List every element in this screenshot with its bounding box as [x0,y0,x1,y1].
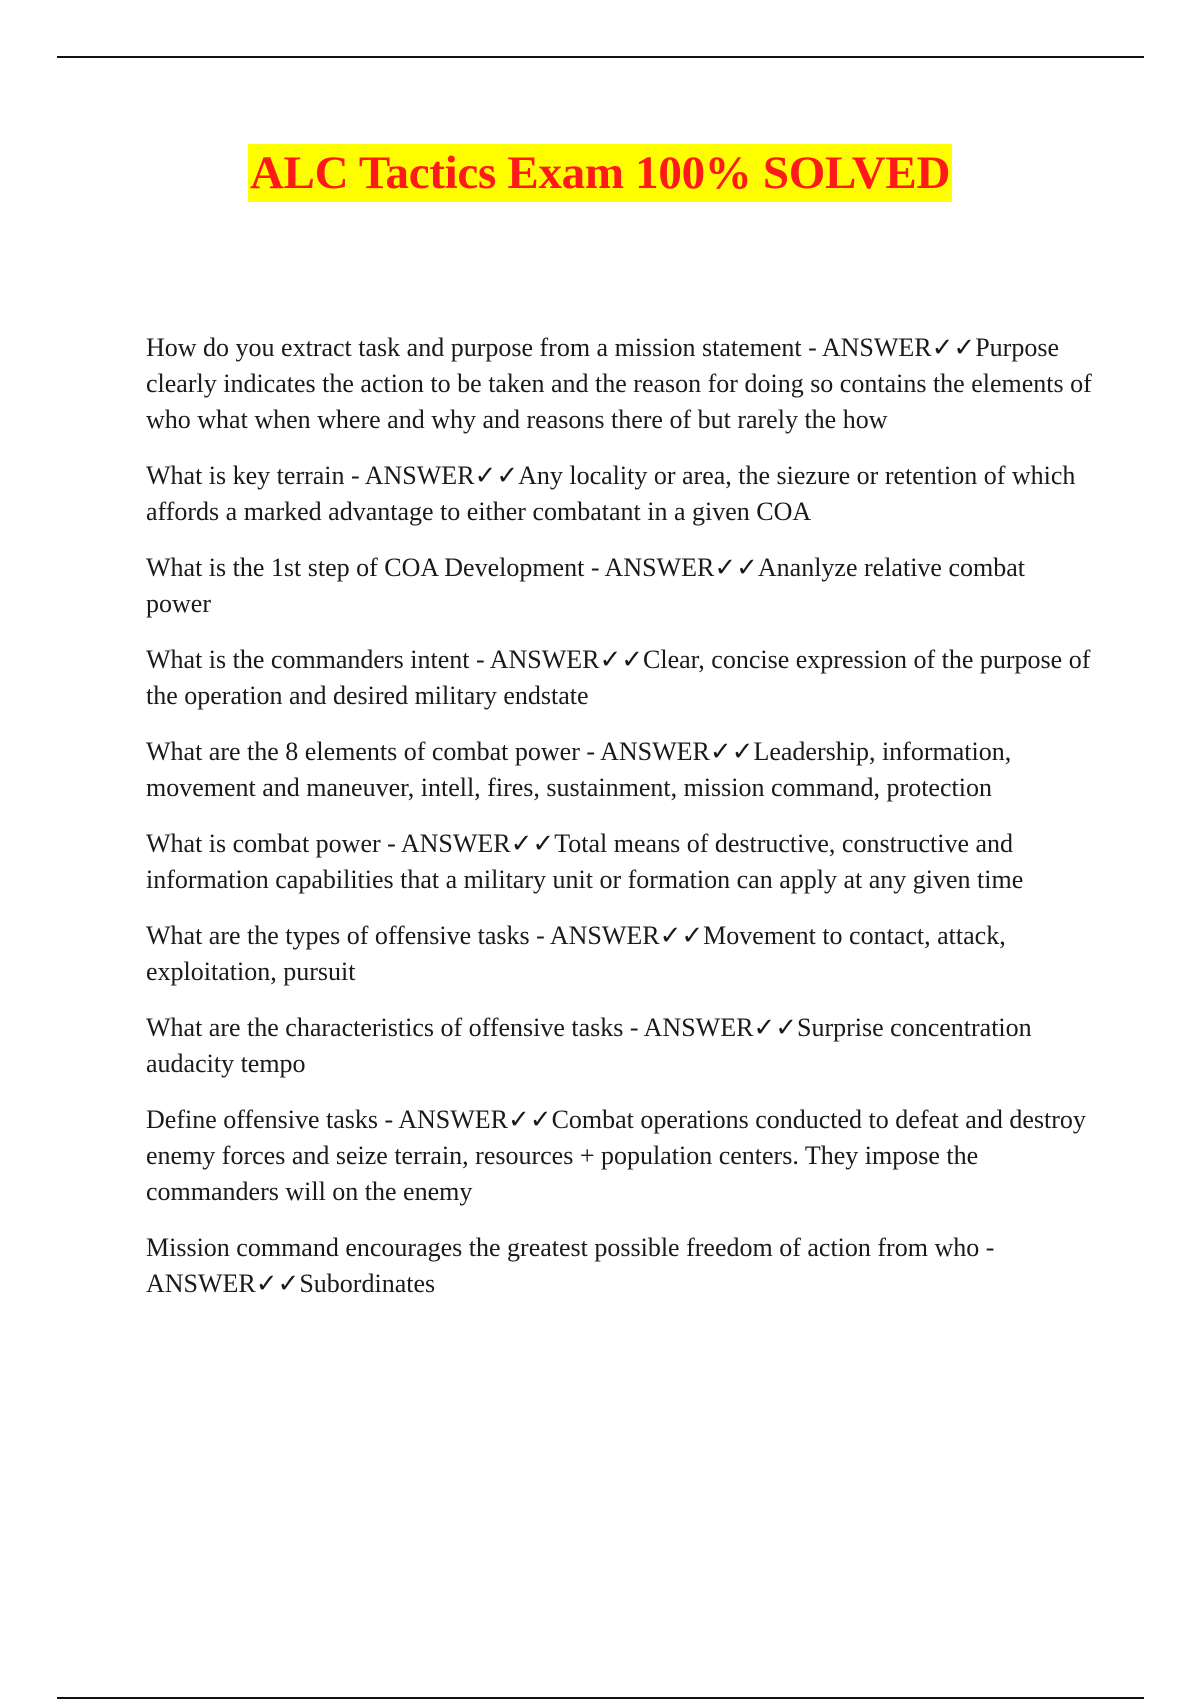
qa-list [146,330,1096,1302]
bottom-rule [57,1697,1144,1699]
qa-item: What are the 8 elements of combat power - ANSWER✓✓Leadership, information, movement and maneuver, intell, fires, sustainment, mission command, protection [146,737,1012,802]
qa-item: How do you extract task and purpose from a mission statement - ANSWER✓✓Purpose clearly indicates the action to be taken and the reason for doing so contains the elements of who what when where and why and reasons there of but rarely the how [146,333,1092,434]
title-container [0,144,1200,202]
qa-item: What is the 1st step of COA Development - ANSWER✓✓Ananlyze relative combat power [146,553,1025,618]
qa-item: Mission command encourages the greatest possible freedom of action from who - ANSWER✓✓Subordinates [146,1233,995,1298]
qa-item: What are the types of offensive tasks - ANSWER✓✓Movement to contact, attack, exploitation, pursuit [146,921,1006,986]
qa-item: Define offensive tasks - ANSWER✓✓Combat operations conducted to defeat and destroy enemy forces and seize terrain, resources + population centers. They impose the commanders will on the enemy [146,1105,1086,1206]
qa-item: What is the commanders intent - ANSWER✓✓Clear, concise expression of the purpose of the operation and desired military endstate [146,645,1091,710]
qa-item: What is combat power - ANSWER✓✓Total means of destructive, constructive and information capabilities that a military unit or formation can apply at any given time [146,829,1024,894]
document-title: ALC Tactics Exam 100% SOLVED [248,144,952,202]
qa-item: What are the characteristics of offensive tasks - ANSWER✓✓Surprise concentration audacity tempo [146,1013,1032,1078]
top-rule [57,56,1144,58]
qa-item: What is key terrain - ANSWER✓✓Any locality or area, the siezure or retention of which affords a marked advantage to either combatant in a given COA [146,461,1076,526]
